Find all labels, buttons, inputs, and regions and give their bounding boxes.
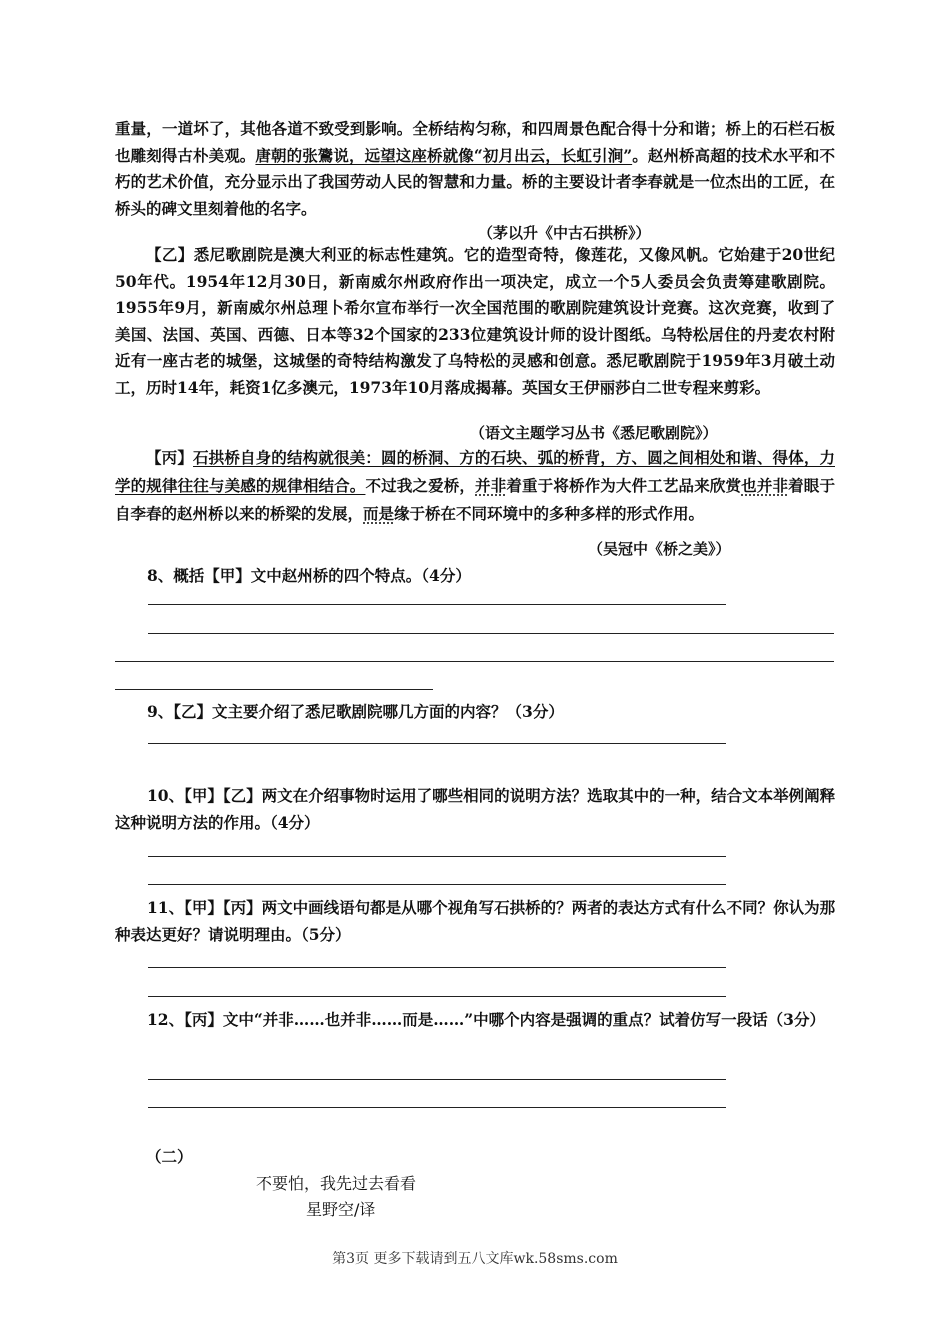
answer-line[interactable] — [148, 856, 726, 857]
bing-text-1: 不过我之爱桥， — [365, 476, 476, 495]
story-title: 不要怕，我先过去看看 — [256, 1174, 417, 1193]
jia-text-2: 。赵州桥高超的技术水平和不朽的艺术价值，充分显示出了我国劳动人民的智慧和力量。桥的主要设计者李春就是一位杰出的工匠，在桥头的碑文里刻着他的名字。 — [115, 145, 835, 218]
bing-dot-1: 并非 — [475, 476, 507, 495]
question-10: 10、【甲】【乙】两文在介绍事物时运用了哪些相同的说明方法？选取其中的一种，结合文本举例阐释这种说明方法的作用。（4分） — [115, 786, 836, 832]
answer-line[interactable] — [148, 633, 834, 634]
bing-passage — [115, 444, 835, 528]
answer-line[interactable] — [115, 661, 834, 662]
jia-underlined: 唐朝的张鷟说，远望这座桥就像“初月出云，长虹引涧” — [255, 145, 633, 165]
answer-line[interactable] — [148, 604, 726, 605]
bing-text-4: 缘于桥在不同环境中的多种多样的形式作用。 — [394, 504, 705, 523]
answer-line[interactable] — [148, 996, 726, 997]
bing-tag: 【丙】 — [146, 448, 193, 467]
section-label: （二） — [146, 1147, 193, 1166]
bing-text-3: 着眼于自李春的赵州桥以来的桥梁的发展， — [115, 476, 835, 523]
answer-line[interactable] — [148, 884, 726, 885]
bing-text-2: 着重于将桥作为大件工艺品来欣赏 — [506, 476, 742, 495]
jia-passage — [115, 116, 835, 222]
jia-citation: （茅以升《中古石拱桥》） — [478, 224, 651, 242]
question-12: 12、【丙】文中“并非……也并非……而是……”中哪个内容是强调的重点？试着仿写一段话（3分） — [147, 1010, 825, 1029]
bing-dot-2: 也并非 — [741, 476, 789, 495]
answer-line[interactable] — [148, 1107, 726, 1108]
question-8: 8、概括【甲】文中赵州桥的四个特点。（4分） — [147, 566, 471, 585]
answer-line[interactable] — [148, 743, 726, 744]
jia-text-1: 重量，一道坏了，其他各道不致受到影响。全桥结构匀称，和四周景色配合得十分和谐；桥上的石栏石板也雕刻得古朴美观。 — [115, 119, 835, 165]
bing-citation: （吴冠中《桥之美》） — [588, 540, 731, 558]
yi-citation: （语文主题学习丛书《悉尼歌剧院》） — [470, 424, 718, 442]
answer-line[interactable] — [115, 689, 433, 690]
yi-text: 悉尼歌剧院是澳大利亚的标志性建筑。它的造型奇特，像莲花，又像风帆。它始建于20世纪50年代。1954年12月30日，新南威尔州政府作出一项决定，成立一个5人委员会负责筹建歌剧院。1955年9月，新南威尔州总理卜希尔宣布举行一次全国范围的歌剧院建筑设计竞赛。这次竞赛，收到了美国、法国、英国、西德、日本等32个国家的233位建筑设计师的设计图纸。乌特松居住的丹麦农村附近有一座古老的城堡，这城堡的奇特结构激发了乌特松的灵感和创意。悉尼歌剧院于1959年3月破土动工，历时14年，耗资1亿多澳元，1973年10月落成揭幕。英国女王伊丽莎白二世专程来剪彩。 — [115, 245, 835, 397]
page-footer: 第3页 更多下载请到五八文库wk.58sms.com — [332, 1251, 618, 1267]
yi-tag: 【乙】 — [146, 245, 194, 264]
question-9: 9、【乙】文主要介绍了悉尼歌剧院哪几方面的内容？（3分） — [147, 702, 564, 721]
question-11: 11、【甲】【丙】两文中画线语句都是从哪个视角写石拱桥的？两者的表达方式有什么不同？你认为那种表达更好？请说明理由。（5分） — [115, 898, 836, 944]
bing-underlined: 石拱桥自身的结构就很美：圆的桥洞、方的石块、弧的桥背，方、圆之间相处和谐、得体，力学的规律往往与美感的规律相结合。 — [115, 448, 835, 495]
answer-line[interactable] — [148, 1079, 726, 1080]
story-translator: 星野空/译 — [306, 1200, 376, 1219]
bing-dot-3: 而是 — [363, 504, 395, 523]
yi-passage — [115, 242, 835, 401]
answer-line[interactable] — [148, 967, 726, 968]
